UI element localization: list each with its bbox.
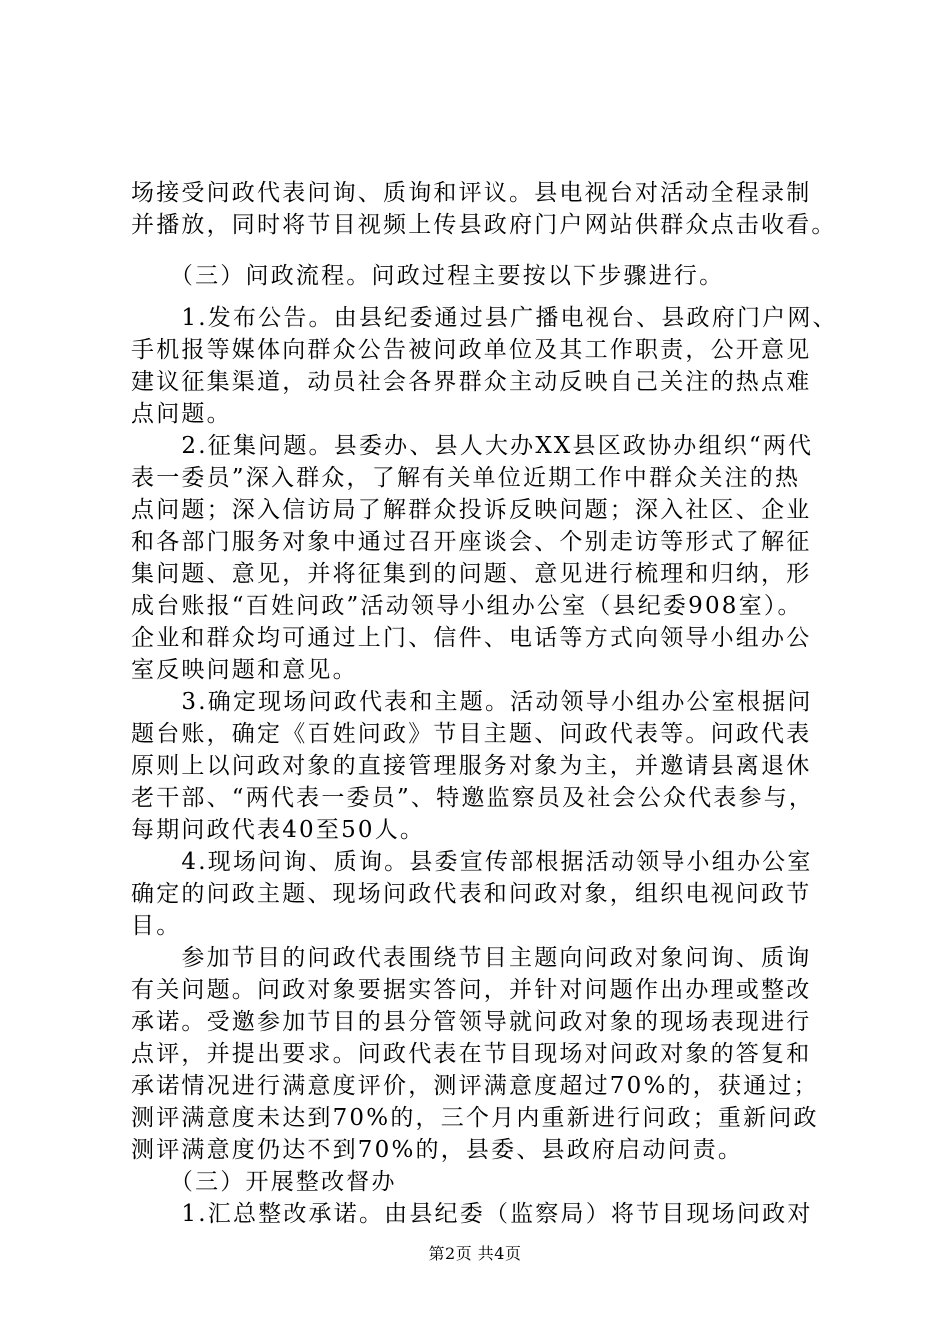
paragraph-line: 和各部门服务对象中通过召开座谈会、个别走访等形式了解征 <box>131 529 812 555</box>
section-heading: （三）问政流程。问政过程主要按以下步骤进行。 <box>131 263 725 289</box>
paragraph-line: 测评满意度仍达不到70%的，县委、县政府启动问责。 <box>131 1137 744 1163</box>
paragraph-line: 场接受问政代表问询、质询和评议。县电视台对活动全程录制 <box>131 180 812 206</box>
paragraph-line: 测评满意度未达到70%的，三个月内重新进行问政；重新问政 <box>131 1105 819 1131</box>
paragraph-line: 每期问政代表40至50人。 <box>131 817 426 843</box>
paragraph-line: 目。 <box>131 913 182 939</box>
paragraph-line: 建议征集渠道，动员社会各界群众主动反映自己关注的热点难 <box>131 369 812 395</box>
paragraph-line: 确定的问政主题、现场问政代表和问政对象，组织电视问政节 <box>131 881 812 907</box>
paragraph-line: 承诺情况进行满意度评价，测评满意度超过70%的，获通过； <box>131 1073 819 1099</box>
paragraph-line: 参加节目的问政代表围绕节目主题向问政对象问询、质询 <box>131 945 812 971</box>
paragraph-line: 集问题、意见，并将征集到的问题、意见进行梳理和归纳，形 <box>131 561 812 587</box>
paragraph-line: 题台账，确定《百姓问政》节目主题、问政代表等。问政代表 <box>131 721 812 747</box>
paragraph-line: 4.现场问询、质询。县委宣传部根据活动领导小组办公室 <box>131 849 813 875</box>
paragraph-line: 成台账报“百姓问政”活动领导小组办公室（县纪委908室）。 <box>131 593 803 619</box>
paragraph-line: 并播放，同时将节目视频上传县政府门户网站供群众点击收看。 <box>131 212 837 238</box>
paragraph-line: 点问题。 <box>131 401 232 427</box>
paragraph-line: 2.征集问题。县委办、县人大办XX县区政协办组织“两代 <box>131 433 814 459</box>
paragraph-line: 点评，并提出要求。问政代表在节目现场对问政对象的答复和 <box>131 1041 812 1067</box>
page-footer: 第2页 共4页 <box>428 1244 522 1263</box>
paragraph-line: 手机报等媒体向群众公告被问政单位及其工作职责，公开意见 <box>131 337 812 363</box>
paragraph-line: 承诺。受邀参加节目的县分管领导就问政对象的现场表现进行 <box>131 1009 812 1035</box>
paragraph-line: 企业和群众均可通过上门、信件、电话等方式向领导小组办公 <box>131 625 812 651</box>
paragraph-line: 室反映问题和意见。 <box>131 657 358 683</box>
paragraph-line: 点问题；深入信访局了解群众投诉反映问题；深入社区、企业 <box>131 497 812 523</box>
section-heading: （三）开展整改督办 <box>131 1169 397 1195</box>
paragraph-line: 原则上以问政对象的直接管理服务对象为主，并邀请县离退休 <box>131 753 812 779</box>
paragraph-line: 有关问题。问政对象要据实答问，并针对问题作出办理或整改 <box>131 977 812 1003</box>
paragraph-line: 老干部、“两代表一委员”、特邀监察员及社会公众代表参与， <box>131 785 815 811</box>
paragraph-line: 表一委员”深入群众，了解有关单位近期工作中群众关注的热 <box>131 465 801 491</box>
paragraph-line: 1.汇总整改承诺。由县纪委（监察局）将节目现场问政对 <box>131 1201 813 1227</box>
paragraph-line: 3.确定现场问政代表和主题。活动领导小组办公室根据问 <box>131 689 813 715</box>
paragraph-line: 1.发布公告。由县纪委通过县广播电视台、县政府门户网、 <box>131 305 838 331</box>
